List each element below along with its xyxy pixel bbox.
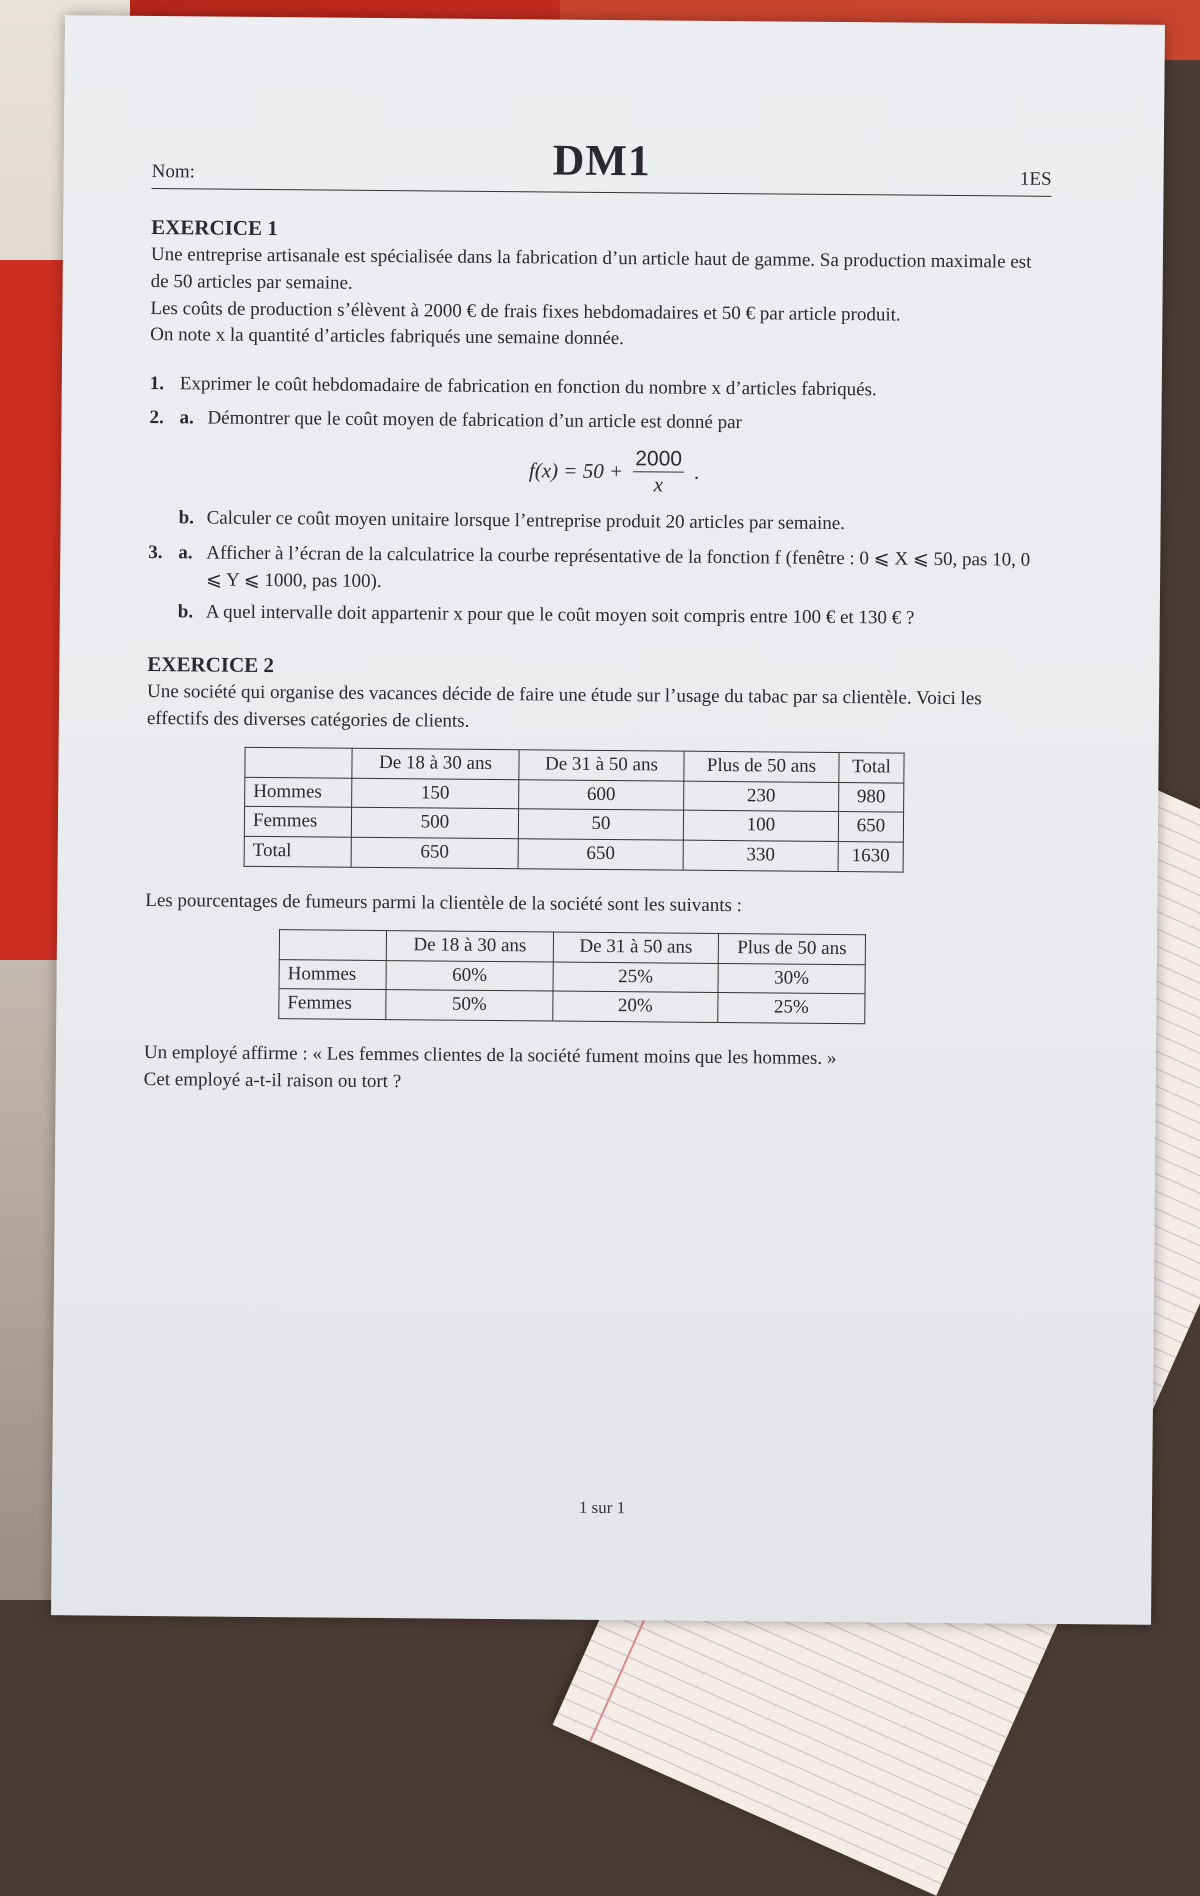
question-3a-text: Afficher à l’écran de la calculatrice la courbe représentative de la fonction f (fenêtre : 0 ⩽ X ⩽ 50, pas 10, 0 ⩽ Y ⩽ 1000, pas 100). [205, 542, 1031, 592]
exercise-1-intro-3: On note x la quantité d’articles fabriqués une semaine donnée. [150, 324, 625, 350]
table-header-cell: De 18 à 30 ans [386, 931, 553, 962]
exam-sheet [51, 15, 1165, 1625]
question-2a-label: a. [179, 407, 194, 429]
exercise-2-title: EXERCICE 2 [147, 651, 275, 677]
table-header-cell: Total [839, 753, 904, 783]
formula-end: . [693, 459, 700, 484]
formula-lhs: f(x) = 50 + [528, 458, 624, 484]
table-cell: 650 [838, 812, 903, 842]
exercise-1-title: EXERCICE 1 [151, 214, 278, 241]
table-cell: 20% [553, 991, 718, 1022]
table-row [244, 836, 903, 871]
table-cell: 230 [684, 781, 839, 812]
question-1-text: Exprimer le coût hebdomadaire de fabrication en fonction du nombre x d’articles fabriqués. [179, 373, 877, 401]
question-3b [178, 599, 1048, 633]
question-3-number: 3. [148, 541, 163, 564]
percentages-intro: Les pourcentages de fumeurs parmi la clientèle de la société sont les suivants : [145, 889, 743, 916]
sheet-content [144, 126, 1052, 1101]
table-cell: 50% [386, 990, 553, 1021]
table-cell: 1630 [838, 842, 903, 872]
question-2a-text: Démontrer que le coût moyen de fabrication d’un article est donné par [207, 407, 742, 434]
question-2-number: 2. [149, 407, 164, 429]
question-2 [148, 405, 1049, 539]
table-header-cell: De 31 à 50 ans [519, 750, 684, 781]
table-cell: Hommes [245, 777, 352, 808]
table-cell: 600 [519, 780, 684, 811]
question-2b [178, 506, 1048, 540]
table-cell: Femmes [244, 807, 351, 838]
question-2b-label: b. [178, 507, 195, 529]
question-3a-label: a. [178, 542, 193, 564]
table-header-cell: De 18 à 30 ans [352, 749, 519, 780]
page-number: 1 sur 1 [578, 1497, 626, 1518]
smokers-percentage-table [278, 929, 866, 1024]
table-cell: 50 [518, 809, 683, 840]
table-cell: 650 [351, 837, 518, 868]
question-3a [178, 540, 1048, 601]
formula-fraction [633, 446, 684, 498]
question-1 [150, 371, 1050, 405]
table-cell: 60% [386, 960, 553, 991]
table-cell: 980 [839, 782, 904, 812]
question-3b-label: b. [177, 601, 194, 623]
employee-claim: Un employé affirme : « Les femmes clientes de la société fument moins que les hommes. » [143, 1041, 837, 1070]
table-cell: 500 [351, 808, 518, 839]
table-cell: Total [244, 836, 351, 867]
exercise-2-intro: Une société qui organise des vacances décide de faire une étude sur l’usage du tabac par sa clientèle. Voici les effectifs des diverses catégories de clients. [146, 681, 982, 732]
exercise-1-intro-1: Une entreprise artisanale est spécialisée dans la fabrication d’un article haut de gamme. Sa production maximale est de 50 articles par semaine. [150, 244, 1032, 294]
page-title: DM1 [552, 135, 652, 186]
table-header-cell [245, 748, 352, 779]
formula-denominator: x [653, 472, 664, 497]
question-1-number: 1. [149, 372, 165, 394]
table-cell: 100 [683, 811, 838, 842]
class-label: 1ES [1019, 168, 1052, 191]
table-cell: 330 [683, 840, 838, 871]
employee-question: Cet employé a-t-il raison ou tort ? [143, 1068, 402, 1092]
table-row [279, 989, 865, 1024]
table-header-cell [279, 930, 386, 961]
name-label: Nom: [151, 161, 196, 183]
exercise-1-intro-2: Les coûts de production s’élèvent à 2000 € de frais fixes hebdomadaires et 50 € par article produit. [150, 297, 901, 326]
table-header-cell: Plus de 50 ans [684, 751, 839, 782]
exercise-1-questions [148, 371, 1050, 634]
table-cell: Hommes [279, 959, 386, 990]
clients-count-table [244, 747, 905, 872]
question-3 [148, 540, 1049, 634]
table-cell: 650 [518, 839, 683, 870]
table-cell: Femmes [279, 989, 386, 1020]
question-3b-text: A quel intervalle doit appartenir x pour que le coût moyen soit compris entre 100 € et 130 € ? [205, 601, 915, 629]
table-cell: 25% [718, 993, 865, 1024]
table-header-cell: Plus de 50 ans [718, 934, 865, 965]
table-header-cell: De 31 à 50 ans [553, 932, 718, 963]
table-cell: 150 [352, 778, 519, 809]
table-cell: 25% [553, 962, 718, 993]
question-2b-text: Calculer ce coût moyen unitaire lorsque l’entreprise produit 20 articles par semaine. [206, 507, 846, 535]
formula-numerator: 2000 [633, 446, 684, 473]
sheet-header [151, 126, 1052, 197]
table-cell: 30% [718, 963, 865, 994]
average-cost-formula [179, 442, 1049, 501]
question-2a [179, 406, 1049, 440]
